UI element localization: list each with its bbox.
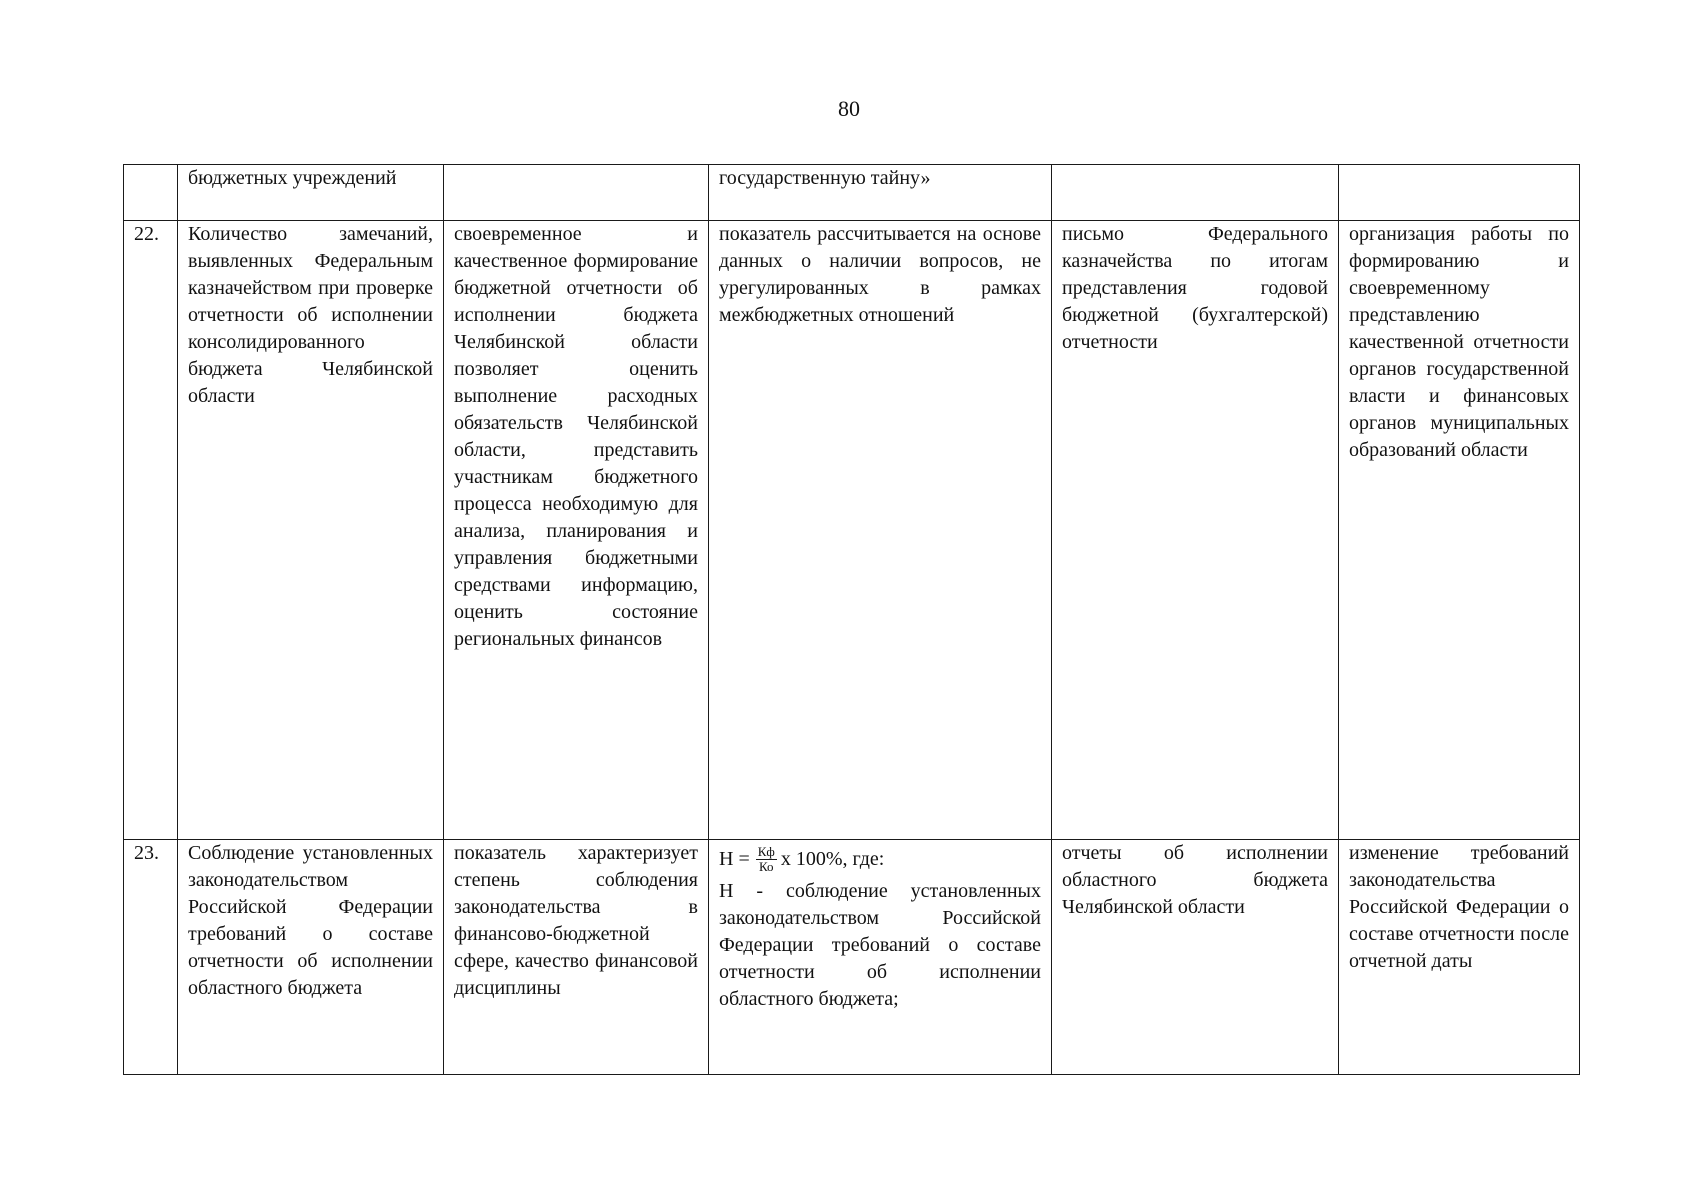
indicator-goal-cell [444,165,709,221]
row-number: 23. [124,840,178,1075]
page-number: 80 [838,96,860,121]
table-row-continuation [124,165,1580,221]
influencing-factors-cell: изменение требований законодательства Российской Федерации о составе отчетности после отчетной даты [1339,840,1580,1075]
influencing-factors-cell: организация работы по формированию и своевременному представлению качественной отчетности органов государственной власти и финансовых органов муниципальных образований области [1339,221,1580,840]
row-number [124,165,178,221]
formula-denominator: Ко [759,858,774,874]
indicator-name-cell: бюджетных учреждений [178,165,444,221]
influencing-factors-cell [1339,165,1580,221]
data-source-cell [1052,165,1339,221]
table-row-22 [124,221,1580,840]
data-source-cell: отчеты об исполнении областного бюджета Челябинской области [1052,840,1339,1075]
formula-lhs: Н = [719,847,750,870]
calculation-method-cell [709,840,1052,1075]
formula-numerator: Кф [757,843,775,859]
indicator-goal-cell: своевременное и качественное формирование бюджетной отчетности об исполнении бюджета Челябинской области позволяет оценить выполнение расходных обязательств Челябинской области, представить участникам бюджетного процесса необходимую для анализа, планирования и управления бюджетными средствами информацию, оценить состояние региональных финансов [444,221,709,840]
calculation-method-cell: государственную тайну» [709,165,1052,221]
formula [719,840,1041,878]
indicator-goal-cell: показатель характеризует степень соблюдения законодательства в финансово-бюджетной сфере, качество финансовой дисциплины [444,840,709,1075]
table-row-23 [124,840,1580,1075]
indicator-name-cell: Соблюдение установленных законодательством Российской Федерации требований о составе отчетности об исполнении областного бюджета [178,840,444,1075]
formula-fraction [756,845,777,874]
formula-description: Н - соблюдение установленных законодательством Российской Федерации требований о составе отчетности об исполнении областного бюджета; [719,880,1041,1010]
calculation-method-cell: показатель рассчитывается на основе данных о наличии вопросов, не урегулированных в рамках межбюджетных отношений [709,221,1052,840]
indicator-name-cell: Количество замечаний, выявленных Федеральным казначейством при проверке отчетности об исполнении консолидированного бюджета Челябинской области [178,221,444,840]
data-source-cell: письмо Федерального казначейства по итогам представления годовой бюджетной (бухгалтерской) отчетности [1052,221,1339,840]
formula-rhs: х 100%, где: [780,847,885,870]
row-number: 22. [124,221,178,840]
indicators-table [123,164,1580,1075]
